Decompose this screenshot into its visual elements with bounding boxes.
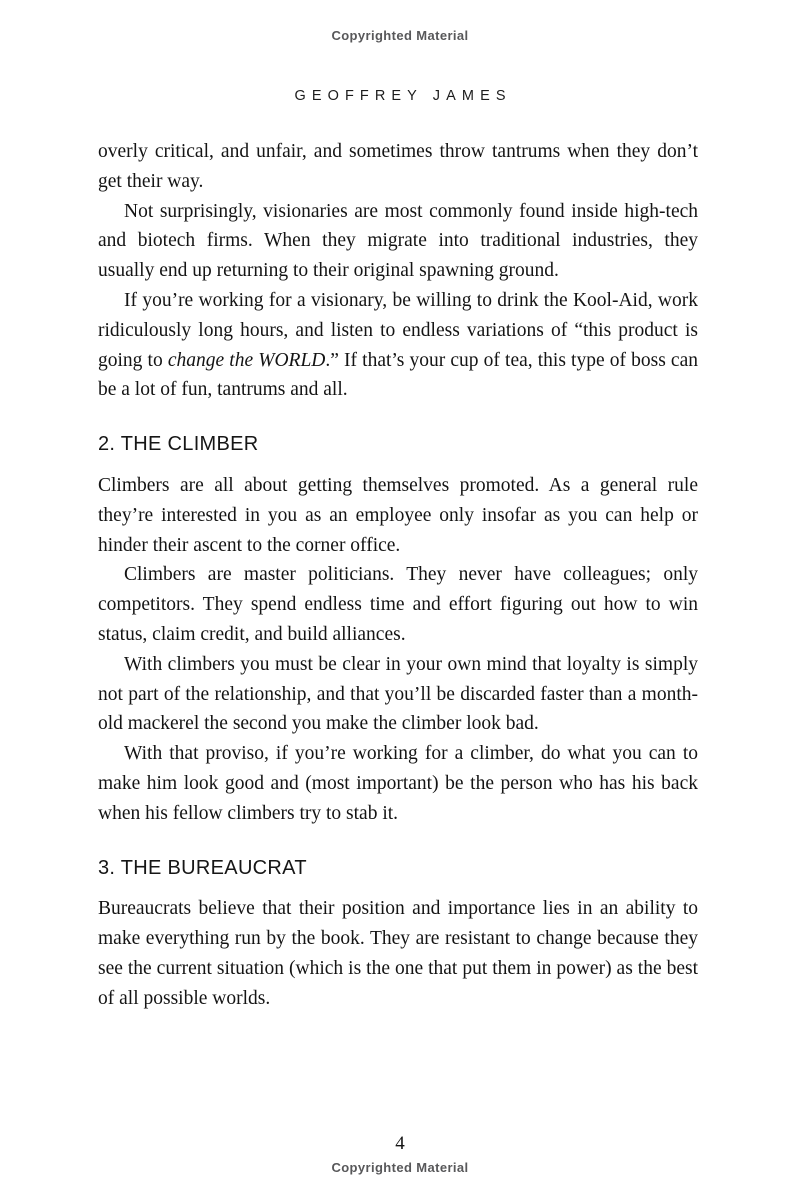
- paragraph-intro-1: overly critical, and unfair, and sometimes throw tantrums when they don’t get their way.: [98, 141, 698, 192]
- paragraph-bureaucrat-1: Bureaucrats believe that their position and importance lies in an ability to make everything run by the book. They are resistant to change because they see the current situation (which is the one that put them in power) as the best of all possible worlds.: [98, 898, 698, 1009]
- page-number: 4: [395, 1133, 405, 1154]
- paragraph-intro-3: [98, 286, 698, 405]
- page-body: [98, 137, 698, 1014]
- text-segment-after-italic: .” If that’s your cup of tea, this type of boss can be a lot of fun, tantrums and all.: [98, 349, 698, 401]
- paragraph-climber-1: Climbers are all about getting themselves promoted. As a general rule they’re interested in you as an employee only insofar as you can help or hinder their ascent to the corner office.: [98, 474, 698, 556]
- copyright-notice-top: Copyrighted Material: [331, 28, 469, 43]
- paragraph-climber-2: Climbers are master politicians. They never have colleagues; only competitors. They spend endless time and effort figuring out how to win status, claim credit, and build alliances.: [98, 564, 698, 645]
- copyright-notice-bottom: Copyrighted Material: [331, 1160, 469, 1175]
- section-heading-climber: 2. THE CLIMBER: [98, 433, 259, 456]
- paragraph-climber-4: With that proviso, if you’re working for a climber, do what you can to make him look good and (most important) be the person who has his back when his fellow climbers try to stab it.: [98, 743, 698, 824]
- page-footer: [0, 1133, 800, 1175]
- section-heading-bureaucrat: 3. THE BUREAUCRAT: [98, 856, 307, 879]
- text-segment-before-italic: If you’re working for a visionary, be willing to drink the Kool-Aid, work ridiculously long hours, and listen to endless variations of “this product is going to: [98, 289, 698, 371]
- italic-phrase: change the WORLD: [167, 349, 326, 371]
- paragraph-intro-2: Not surprisingly, visionaries are most commonly found inside high-tech and biotech firms. When they migrate into traditional industries, they usually end up returning to their original spawning ground.: [98, 200, 698, 282]
- author-header: GEOFFREY JAMES: [294, 88, 512, 104]
- paragraph-climber-3: With climbers you must be clear in your own mind that loyalty is simply not part of the relationship, and that you’ll be discarded faster than a month-old mackerel the second you make the climber look bad.: [98, 653, 698, 735]
